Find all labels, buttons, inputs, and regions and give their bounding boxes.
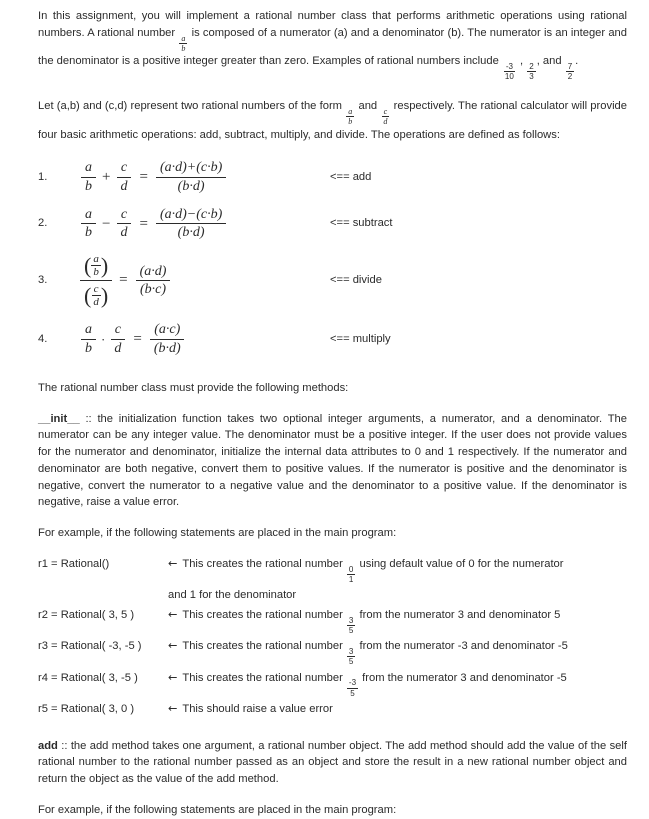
formula-row (38, 207, 627, 241)
formula-index: 1. (38, 171, 48, 184)
fraction-numerator: a (81, 160, 96, 178)
fraction-denominator: d (120, 225, 128, 241)
fraction-numerator: a (81, 322, 96, 340)
formula-row (38, 322, 627, 356)
fraction-denominator: d (114, 341, 122, 357)
operations-text-part-1: Let (a,b) and (c,d) represent two rational numbers of the form (38, 100, 346, 113)
example-line (38, 701, 627, 718)
fraction-denominator: b (85, 178, 92, 194)
example-description-part-2: from the numerator 3 and denominator -5 (359, 671, 567, 684)
example-description-part-2: from the numerator 3 and denominator 5 (356, 609, 561, 622)
complex-fraction (80, 253, 112, 308)
init-method-body: :: the initialization function takes two optional integer arguments, a numerator, and a denominator. The numerator can be any integer value. The denominator must be a positive integer. If the user does not provide values for the numerator and denominator, initialize the internal data attributes to 0 and 1 respectively. If the numerator and denominator are both negative, convert them to positive values. If the numerator is positive and the denominator is negative, convert the numerator to a negative value and the denominator to a positive value. If the denominator is negative, raise a value error. (38, 412, 627, 509)
fraction-numerator: a (93, 252, 99, 265)
example-code: r3 = Rational( -3, -5 ) (38, 640, 142, 653)
fraction-denominator: b (181, 43, 186, 53)
fraction-a-over-b (81, 160, 96, 194)
inline-fraction-neg3-over-5 (347, 678, 358, 698)
fraction-denominator: 2 (567, 72, 573, 81)
left-arrow-icon: ← (168, 608, 178, 622)
fraction-numerator: (a·d)−(c·b) (156, 207, 226, 225)
fraction (91, 253, 101, 278)
fraction-numerator: 3 (348, 615, 354, 625)
fraction-denominator: 5 (348, 657, 354, 667)
formula-operator: · (101, 331, 106, 347)
complex-fraction-denominator (80, 281, 112, 308)
inline-fraction-2-over-3 (527, 62, 535, 82)
example-description-part-1: This creates the rational number (182, 640, 346, 653)
operations-text-part-3: respectively. The rational calculator will provide four basic arithmetic operations: add, subtract, multiply, and divide. The operations are defined as follows: (38, 100, 627, 141)
example-line (38, 670, 627, 698)
intro-period: . (575, 55, 579, 68)
formula-annotation: <== divide (330, 274, 382, 287)
fraction-numerator: 2 (529, 61, 534, 71)
fraction-numerator: (a·d) (136, 264, 171, 282)
spacer (38, 143, 627, 160)
init-method-paragraph (38, 411, 627, 512)
fraction-numerator: -3 (505, 61, 513, 71)
formula-operator: − (102, 215, 111, 232)
inline-fraction-0-over-1 (347, 565, 355, 585)
equals-sign: = (139, 169, 148, 186)
fraction-a-over-b (81, 322, 96, 356)
fraction-result (136, 264, 171, 298)
formula-expression (80, 207, 330, 241)
fraction-c-over-d (110, 322, 125, 356)
right-paren: ) (100, 282, 109, 308)
fraction-c-over-d (116, 160, 131, 194)
fraction-result (156, 160, 226, 194)
fraction-result (150, 322, 185, 356)
init-method-name: __init__ (38, 412, 80, 425)
fraction-numerator: c (117, 207, 131, 225)
fraction-numerator: c (93, 283, 99, 296)
fraction-denominator: 10 (504, 72, 514, 81)
left-paren: ( (84, 252, 92, 278)
inline-fraction-c-over-d (381, 107, 389, 127)
example-description-part-1: This creates the rational number (182, 671, 346, 684)
left-arrow-icon: ← (168, 639, 178, 653)
left-arrow-icon: ← (168, 557, 178, 571)
fraction (91, 283, 101, 308)
add-method-body: :: the add method takes one argument, a rational number object. The add method should add the value of the self rational number to the rational number passed as an object and store the result in a new rational number object and return the object as the value of the add method. (38, 739, 627, 786)
intro-text-part-2: is composed of a numerator (a) and a denominator (b). The numerator is an integer and the denominator is a positive integer greater than zero. Examples of rational numbers include (38, 26, 627, 68)
fraction-numerator: (a·d)+(c·b) (156, 160, 226, 178)
example-lead-2: For example, if the following statements are placed in the main program: (38, 804, 397, 816)
fraction-denominator: 5 (350, 688, 355, 698)
fraction-numerator: 3 (348, 647, 354, 657)
example-description-part-1: This should raise a value error (182, 702, 333, 715)
example-description (168, 638, 627, 666)
intro-separator-1: , (516, 55, 527, 68)
spacer (38, 511, 627, 525)
fraction-denominator: 1 (348, 575, 354, 585)
operations-text-part-2: and (355, 100, 381, 113)
example-description-part-1: This creates the rational number (182, 609, 346, 622)
example-description (168, 607, 627, 635)
example-description-part-2: using default value of 0 for the numerator (356, 558, 564, 571)
fraction-numerator: -3 (348, 678, 357, 688)
fraction-denominator: d (93, 296, 99, 309)
equals-sign: = (139, 215, 148, 232)
fraction-numerator: 0 (348, 564, 354, 574)
formula-index: 4. (38, 333, 48, 346)
intro-paragraph (38, 8, 627, 81)
spacer (38, 397, 627, 411)
fraction-a-over-b (81, 207, 96, 241)
fraction-numerator: (a·c) (150, 322, 184, 340)
formula-list (38, 160, 627, 356)
fraction-denominator: (b·d) (177, 225, 205, 241)
formula-operator: + (102, 169, 111, 186)
formula-row (38, 253, 627, 308)
fraction-denominator: b (348, 117, 353, 127)
left-paren: ( (84, 282, 92, 308)
equals-sign: = (119, 272, 128, 289)
fraction-denominator: d (120, 178, 128, 194)
fraction-numerator: a (81, 207, 96, 225)
methods-lead-text: The rational number class must provide the following methods: (38, 381, 349, 394)
spacer (38, 542, 627, 556)
formula-annotation: <== subtract (330, 217, 393, 230)
inline-fraction-a-over-b (346, 107, 354, 127)
example-description (168, 670, 627, 698)
fraction-denominator: d (383, 117, 388, 127)
spacer (38, 81, 627, 98)
inline-fraction-3-over-5 (347, 647, 355, 667)
fraction-denominator: b (85, 341, 92, 357)
example-line (38, 607, 627, 635)
formula-index: 2. (38, 217, 48, 230)
example-line (38, 556, 627, 584)
formula-expression (80, 160, 330, 194)
formula-expression (80, 322, 330, 356)
example-code: r5 = Rational( 3, 0 ) (38, 702, 135, 715)
add-method-paragraph (38, 738, 627, 788)
example-description (168, 556, 627, 584)
fraction-denominator: b (85, 225, 92, 241)
fraction-denominator: (b·d) (177, 178, 205, 194)
fraction-numerator: a (181, 33, 186, 43)
operations-paragraph (38, 98, 627, 143)
example-statements-list-1 (38, 556, 627, 718)
fraction-denominator: (b·c) (140, 282, 167, 298)
right-paren: ) (100, 252, 109, 278)
example-description-part-1: This creates the rational number (182, 558, 346, 571)
parenthesized-fraction-a-over-b (84, 253, 108, 278)
fraction-numerator: 7 (567, 61, 573, 71)
fraction-numerator: c (383, 106, 388, 116)
inline-fraction-neg3-over-10 (503, 62, 516, 82)
fraction-result (156, 207, 226, 241)
example-description (168, 701, 627, 718)
fraction-numerator: a (348, 106, 353, 116)
complex-fraction-numerator (80, 253, 112, 281)
example-code: r1 = Rational() (38, 558, 110, 571)
spacer (38, 721, 627, 738)
formula-annotation: <== multiply (330, 333, 391, 346)
left-arrow-icon: ← (168, 670, 178, 684)
fraction-c-over-d (116, 207, 131, 241)
fraction-denominator: b (93, 266, 99, 279)
intro-text-part-1: In this assignment, you will implement a rational number class that performs arithmetic operations using rational numbers. A rational number (38, 10, 627, 39)
example-line (38, 638, 627, 666)
left-arrow-icon: ← (168, 701, 178, 715)
formula-expression (80, 253, 330, 308)
inline-fraction-3-over-5 (347, 616, 355, 636)
example-code: r4 = Rational( 3, -5 ) (38, 671, 138, 684)
spacer (38, 788, 627, 802)
spacer (38, 369, 627, 380)
formula-index: 3. (38, 274, 48, 287)
example-description-part-2: from the numerator -3 and denominator -5 (356, 640, 568, 653)
example-lead-1: For example, if the following statements are placed in the main program: (38, 527, 397, 540)
inline-fraction-a-over-b (179, 34, 187, 54)
equals-sign: = (133, 331, 142, 348)
intro-separator-2: , and (536, 55, 565, 68)
fraction-numerator: c (111, 322, 125, 340)
add-method-name: add (38, 739, 58, 752)
parenthesized-fraction-c-over-d (84, 283, 108, 308)
example-description-continuation: and 1 for the denominator (168, 589, 297, 602)
fraction-denominator: (b·d) (153, 341, 181, 357)
fraction-numerator: c (117, 160, 131, 178)
fraction-denominator: 3 (529, 72, 534, 81)
formula-row (38, 160, 627, 194)
fraction-denominator: 5 (348, 626, 354, 636)
example-code: r2 = Rational( 3, 5 ) (38, 609, 135, 622)
inline-fraction-7-over-2 (566, 62, 574, 82)
formula-annotation: <== add (330, 171, 372, 184)
